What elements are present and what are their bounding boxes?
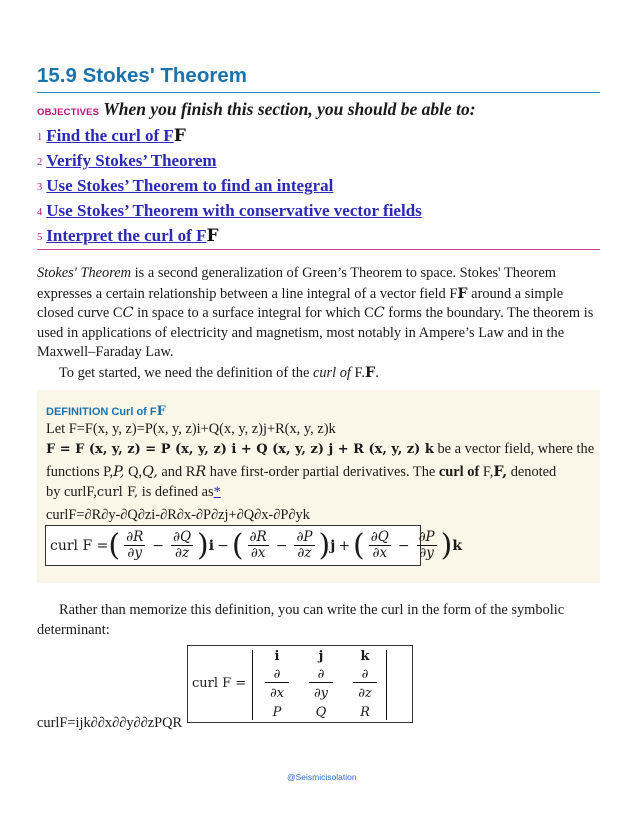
objective-link[interactable]: Use Stokes’ Theorem with conservative vector fields xyxy=(46,201,422,220)
definition-plain-formula: curlF=∂R∂y-∂Q∂zi-∂R∂x-∂P∂zj+∂Q∂x-∂P∂yk xyxy=(46,507,310,523)
fraction xyxy=(294,530,314,561)
determinant-lhs: curl F = xyxy=(192,676,247,691)
math-curve-C: C xyxy=(122,305,134,321)
determinant-box xyxy=(187,645,413,723)
intro-text-run: in space to a surface integral for which C xyxy=(133,305,374,321)
definition-line-3 xyxy=(46,463,556,481)
objective-item-4[interactable] xyxy=(37,201,422,221)
fraction-numerator: ∂R xyxy=(126,529,144,545)
fraction xyxy=(124,530,145,561)
definition-line-4 xyxy=(46,484,221,501)
objective-link[interactable]: Find the curl of F xyxy=(46,126,174,145)
symbolic-plain-formula: curlF=ijk∂∂x∂∂y∂∂zPQR xyxy=(37,715,183,731)
curl-formula-box xyxy=(45,525,463,566)
objective-item-5[interactable] xyxy=(37,226,219,246)
det-cell-partial: ∂ xyxy=(353,667,377,683)
det-cell-k: k xyxy=(360,649,370,664)
det-cell-partial: ∂ xyxy=(265,667,289,683)
math-Q: Q, xyxy=(142,464,158,480)
objective-number: 3 xyxy=(37,182,43,193)
math-curve-C: C xyxy=(373,305,385,321)
paren-open: ( xyxy=(231,527,244,563)
definition-text-run: and R xyxy=(157,464,196,480)
det-cell-partial: ∂ xyxy=(309,667,333,683)
fraction-denominator: ∂y xyxy=(419,545,434,561)
fraction-numerator: ∂P xyxy=(296,529,313,545)
intro-text-run: . xyxy=(375,364,379,381)
definition-text-run: F, xyxy=(479,464,494,480)
math-curl-F: curl F, xyxy=(96,485,139,500)
math-R: R xyxy=(195,464,207,480)
paren-close: ) xyxy=(197,527,209,563)
unit-vector-j: j xyxy=(330,537,336,554)
det-cell-Q: Q xyxy=(315,705,327,720)
definition-text-run: functions P, xyxy=(46,464,114,480)
objective-math-tail: F xyxy=(206,226,219,246)
math-vector-F: F xyxy=(156,404,166,419)
fraction xyxy=(248,530,269,561)
fraction-denominator: ∂x xyxy=(372,545,388,561)
fraction xyxy=(171,530,193,561)
objectives-header xyxy=(37,99,476,120)
det-cell-dz: ∂z xyxy=(358,686,372,701)
definition-text-run: have first-order partial derivatives. The xyxy=(206,464,439,480)
fraction xyxy=(417,530,437,561)
minus-sign: − xyxy=(152,537,164,554)
definition-text-run: Q, xyxy=(124,464,143,480)
objective-link[interactable]: Interpret the curl of F xyxy=(46,226,207,245)
det-cell-P: P xyxy=(272,705,282,720)
paren-close: ) xyxy=(318,527,331,563)
objectives-tag: OBJECTIVES xyxy=(37,107,100,118)
fraction-numerator: ∂R xyxy=(249,529,267,545)
intro-text-run: To get started, we need the definition of the xyxy=(59,364,313,381)
objective-link[interactable]: Use Stokes’ Theorem to find an integral xyxy=(46,176,334,195)
term-curl-bold: curl of xyxy=(438,464,480,480)
fraction-denominator: ∂x xyxy=(250,545,266,561)
definition-text-run: is defined as xyxy=(138,484,214,500)
definition-title-text: DEFINITION Curl of F xyxy=(46,406,157,418)
unit-vector-i: i xyxy=(208,537,215,554)
minus-sign: − xyxy=(397,537,410,554)
definition-text-run: be a vector field, where the xyxy=(433,441,595,457)
section-title: 15.9 Stokes' Theorem xyxy=(37,64,247,87)
objective-number: 2 xyxy=(37,157,43,168)
symbolic-paragraph: Rather than memorize this definition, you can write the curl in the form of the symbolic determinant: xyxy=(37,602,565,638)
minus-sign: − xyxy=(275,537,288,554)
objectives-intro: When you finish this section, you should be able to: xyxy=(103,99,476,119)
term-stokes: Stokes' Theorem xyxy=(37,265,132,281)
fraction-numerator: ∂P xyxy=(418,529,435,545)
det-cell-dy: ∂y xyxy=(313,686,329,701)
fraction-denominator: ∂y xyxy=(127,545,142,561)
objective-number: 4 xyxy=(37,207,43,218)
definition-line-1: Let F=F(x, y, z)=P(x, y, z)i+Q(x, y, z)j+R(x, y, z)k xyxy=(46,421,336,437)
paren-open: ( xyxy=(108,527,121,563)
objective-math-tail: F xyxy=(173,126,186,146)
footnote-link[interactable]: * xyxy=(213,484,221,500)
objective-item-3[interactable] xyxy=(37,176,333,196)
intro-text-run: around a simple closed curve C xyxy=(37,285,564,321)
curl-lead-paragraph xyxy=(37,363,600,384)
definition-box xyxy=(37,390,600,583)
intro-text xyxy=(37,264,600,383)
definition-text-run: by curlF, xyxy=(46,484,97,500)
det-cell-dx: ∂x xyxy=(269,686,285,701)
intro-text-run: F. xyxy=(350,364,365,381)
minus-sign: − xyxy=(217,537,229,554)
objective-item-2[interactable] xyxy=(37,151,217,171)
fraction xyxy=(369,530,391,561)
fraction-denominator: ∂z xyxy=(297,545,312,561)
objectives-divider xyxy=(37,249,600,250)
title-divider xyxy=(37,92,600,93)
intro-paragraph xyxy=(37,264,600,363)
definition-title xyxy=(46,404,166,419)
det-cell-i: i xyxy=(274,649,280,664)
objective-item-1[interactable] xyxy=(37,126,186,146)
math-vector-F: F, xyxy=(493,463,508,480)
fraction-numerator: ∂Q xyxy=(370,529,389,545)
det-cell-j: j xyxy=(318,649,324,664)
definition-text-run: denoted xyxy=(507,464,557,480)
objective-number: 1 xyxy=(37,132,43,143)
term-curl: curl of xyxy=(312,364,351,381)
objective-number: 5 xyxy=(37,232,43,243)
vector-field-formula: F = F (x, y, z) = P (x, y, z) i + Q (x, y, z) j + R (x, y, z) k xyxy=(46,442,434,457)
plus-sign: + xyxy=(338,537,351,554)
determinant-bar-left xyxy=(252,650,253,720)
intro-text-run: forms the boundary. The theorem is used in applications of electricity and magnetism, most notably in Ampere’s Law and in the Maxwell–Faraday Law. xyxy=(37,305,594,360)
math-vector-F: F xyxy=(457,284,468,302)
footer-credit: @Seismicisolation xyxy=(287,772,357,782)
determinant-bar-right xyxy=(386,650,387,720)
fraction-denominator: ∂z xyxy=(174,545,190,561)
det-cell-R: R xyxy=(360,705,370,720)
unit-vector-k: k xyxy=(452,537,463,554)
definition-line-2 xyxy=(46,441,594,458)
objective-link[interactable]: Verify Stokes’ Theorem xyxy=(46,151,217,170)
fraction-numerator: ∂Q xyxy=(172,529,192,545)
math-vector-F: F xyxy=(364,363,376,381)
math-P: P, xyxy=(113,464,125,480)
curl-lhs: curl F = xyxy=(50,537,109,554)
paren-open: ( xyxy=(353,527,365,563)
paren-close: ) xyxy=(440,527,453,563)
intro-text-run: is a second generalization of Green’s Theorem to space. Stokes' Theorem expresses a certain relationship between a line integral of a vector field F xyxy=(37,265,556,302)
